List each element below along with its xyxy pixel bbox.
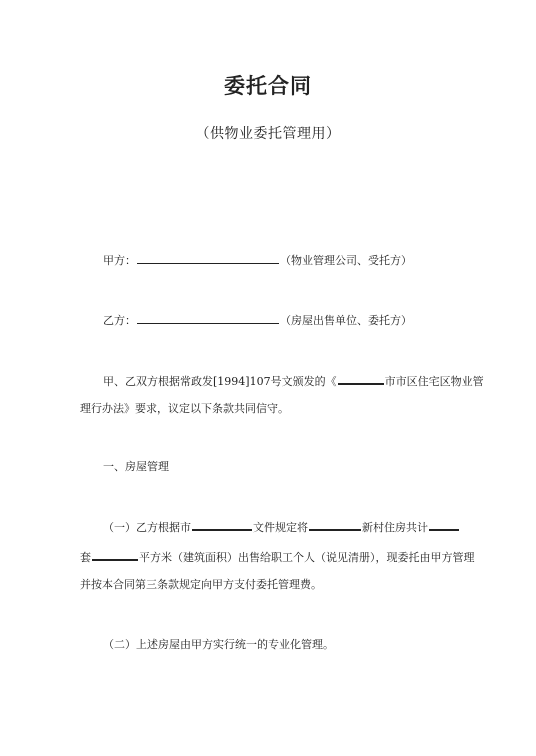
document-subtitle: （供物业委托管理用） [195,126,341,142]
clause-1-line-3: 并按本合同第三条款规定向甲方支付委托管理费。 [80,578,322,591]
document-title: 委托合同 [224,74,312,98]
clause-1-text-5: 平方米（建筑面积）出售给职工个人（说见清册），现委托由甲方管理 [139,551,475,564]
preamble-text-2: 市市区住宅区物业管 [384,375,484,388]
clause-1-line-2 [80,548,475,565]
party-b-role: （房屋出售单位、委托方） [280,314,412,327]
section-1-heading: 一、房屋管理 [103,460,169,473]
unit-count-blank [429,518,459,531]
preamble-line-2: 理行办法》要求，议定以下条款共同信守。 [80,402,289,415]
clause-1-text-2: 文件规定将 [253,521,308,534]
party-a-label: 甲方： [103,254,136,267]
clause-1-text-3: 新村住房共计 [362,521,428,534]
clause-1-line-1 [103,518,460,535]
city-blank [338,372,384,385]
preamble-line-1 [103,372,484,389]
party-b-label: 乙方： [103,314,136,327]
clause-1-text-1: （一）乙方根据市 [103,521,191,534]
area-blank [92,548,138,561]
clause-2-line: （二）上述房屋由甲方实行统一的专业化管理。 [103,638,334,651]
party-a-line [103,252,412,268]
party-a-role: （物业管理公司、受托方） [280,254,412,267]
preamble-text-1: 甲、乙双方根据常政发[1994]107号文颁发的《 [103,375,337,388]
document-number-blank [192,518,252,531]
party-a-blank [137,252,279,264]
party-b-blank [137,312,279,324]
party-b-line [103,312,412,328]
village-name-blank [309,518,361,531]
clause-1-text-4: 套 [80,551,91,564]
